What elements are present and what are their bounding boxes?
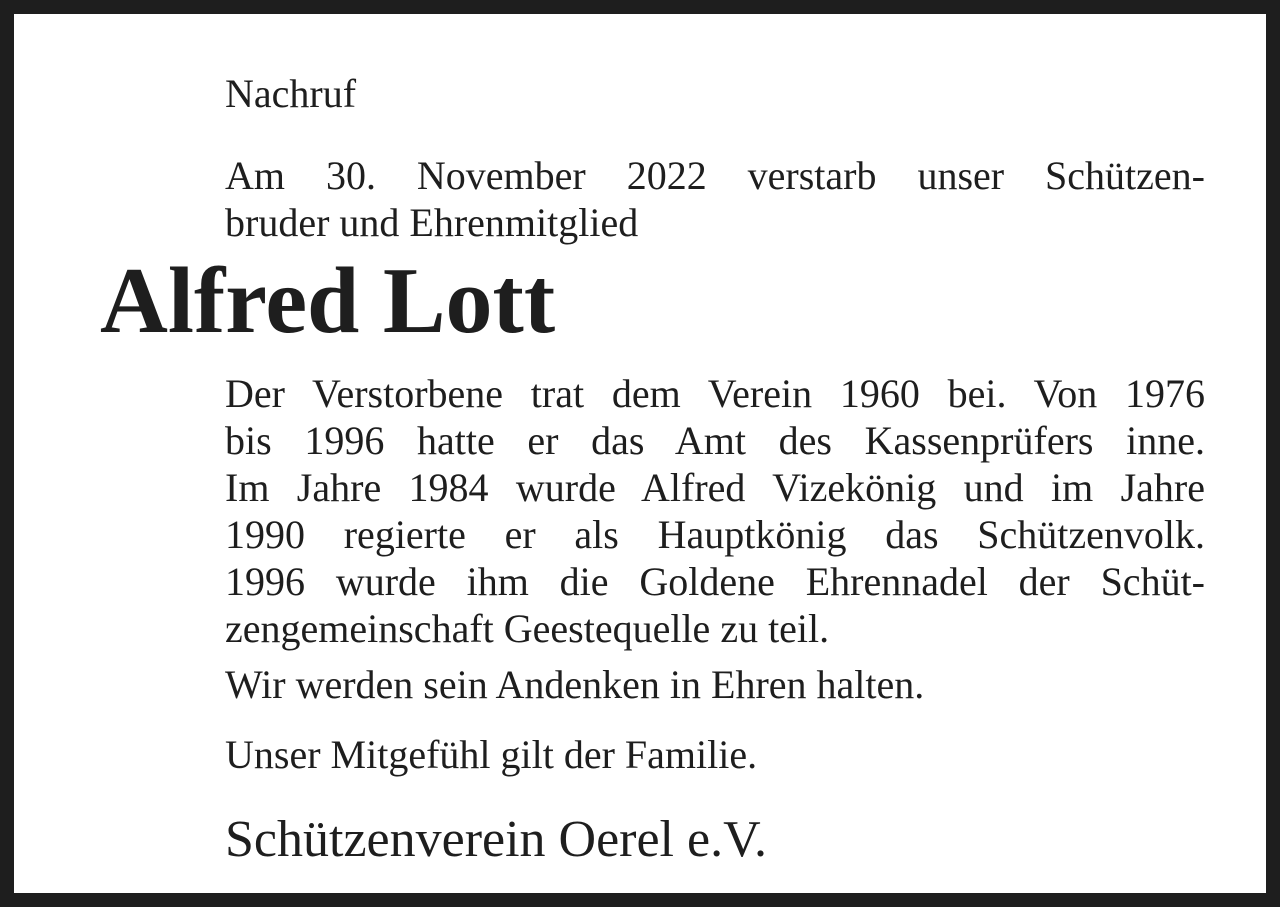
bio-line: Der Verstorbene trat dem Verein 1960 bei. Von 1976 — [225, 371, 1205, 416]
deceased-name: Alfred Lott — [100, 249, 556, 353]
intro-paragraph — [225, 152, 1205, 246]
intro-line: bruder und Ehrenmitglied — [225, 200, 639, 245]
closing-condolence: Unser Mitgefühl gilt der Familie. — [225, 732, 758, 777]
bio-line: 1990 regierte er als Hauptkönig das Schützenvolk. — [225, 512, 1205, 557]
closing-remembrance: Wir werden sein Andenken in Ehren halten. — [225, 662, 925, 707]
bio-line: Im Jahre 1984 wurde Alfred Vizekönig und im Jahre — [225, 465, 1205, 510]
bio-paragraph — [225, 370, 1205, 652]
intro-line: Am 30. November 2022 verstarb unser Schützen- — [225, 153, 1205, 198]
bio-line: zengemeinschaft Geestequelle zu teil. — [225, 606, 830, 651]
notice-heading: Nachruf — [225, 71, 357, 116]
bio-line: bis 1996 hatte er das Amt des Kassenprüfers inne. — [225, 418, 1205, 463]
bio-line: 1996 wurde ihm die Goldene Ehrennadel der Schüt- — [225, 559, 1205, 604]
signature-club-name: Schützenverein Oerel e.V. — [225, 811, 767, 868]
